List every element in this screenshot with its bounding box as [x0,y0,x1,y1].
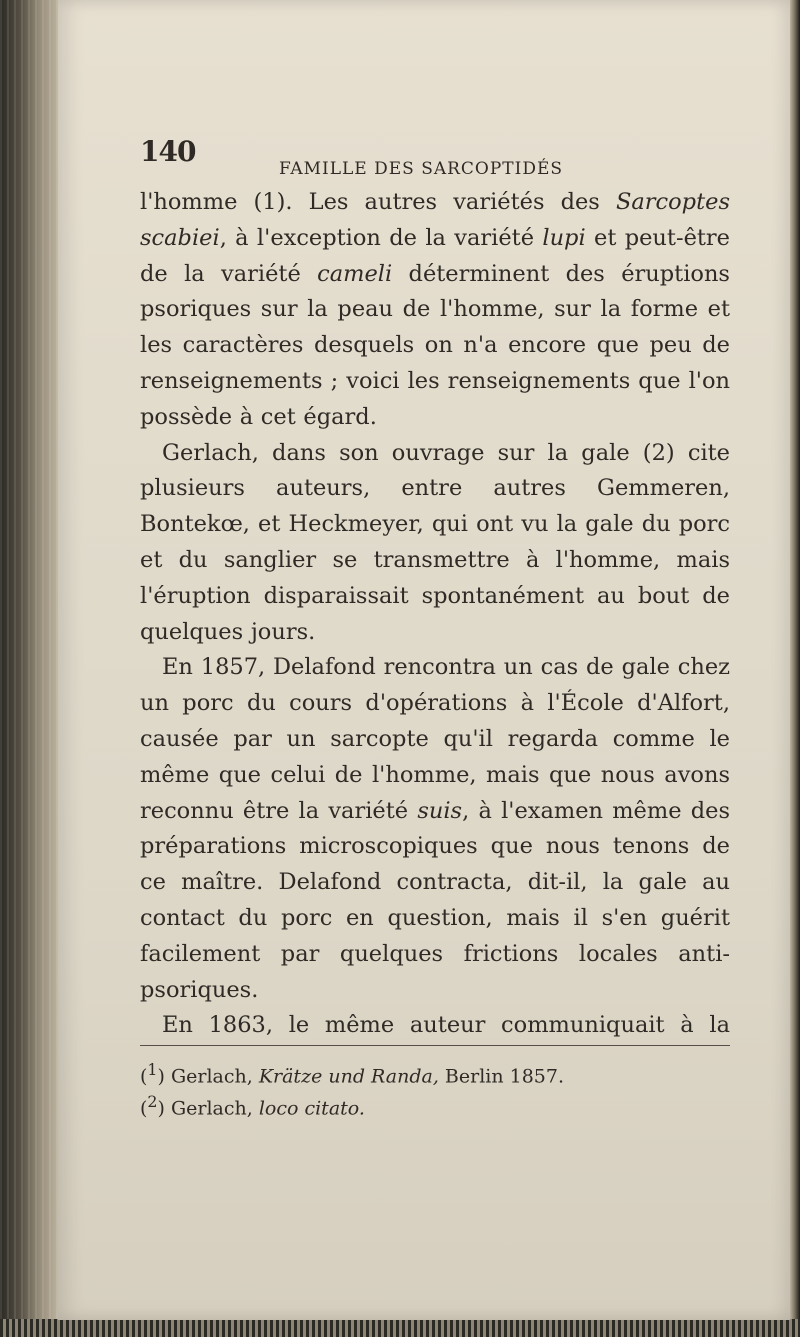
text-segment: En 1863, le même auteur communiquait à la [162,1012,730,1039]
footnote-marker: 1 [147,1060,158,1079]
paragraph-3 [140,650,730,1008]
footnote-title: Krätze und Randa, [258,1065,439,1088]
footnote-2: ($^2$) Gerlach, loco citato. [140,1092,365,1120]
footnotes [140,1057,730,1122]
footnote-marker: 2 [147,1092,158,1112]
footnote-author: Gerlach, [170,1097,259,1120]
page-bottom-edge [0,1319,800,1337]
footnote-author: Gerlach, [170,1065,259,1088]
footnote-divider [140,1045,730,1046]
page-header [140,135,730,185]
book-binding-edge [0,0,64,1337]
variety-name: cameli [317,260,393,287]
footnote-title: loco citato. [258,1097,365,1120]
footnote-rest: Berlin 1857. [438,1065,565,1088]
page-content [140,135,730,1044]
text-segment: En 1857, Delafond rencontra un cas de gale chez un porc du cours d'opérations à l'École d'Alfort, causée par un sarcopte qu'il regarda comme le même que celui de l'homme, mais que nous avons reconnu être la variété [140,654,730,824]
species-name: Sarcoptes scabiei [140,189,730,251]
paragraph-4 [140,1008,730,1044]
paragraph-1 [140,185,730,436]
text-segment: déterminent des éruptions psoriques sur la peau de l'homme, sur la forme et les caractères desquels on n'a encore que peu de renseignements ; voici les renseignements que l'on possède à cet égard. [140,260,730,430]
paragraph-2 [140,436,730,651]
text-segment: ). Les autres variétés des [276,189,616,215]
footnote-reference: 1 [262,189,277,215]
text-segment: , à l'exception de la variété [219,224,543,251]
page-number: 140 [140,135,196,168]
variety-name: lupi [542,224,586,251]
footnote-1: ($^1$) Gerlach, Krätze und Randa, Berlin 1857. [140,1060,565,1088]
text-segment: l'homme ( [140,189,263,215]
text-segment: , à l'examen même des préparations microscopiques que nous tenons de ce maître. Delafond contracta, dit-il, la gale au contact du porc en question, mais il s'en guérit facilement par quelques frictions locales anti-psoriques. [140,797,730,1003]
text-segment: Gerlach, dans son ouvrage sur la gale ( [162,439,652,466]
text-segment: ) cite plusieurs auteurs, entre autres Gemmeren, Bontekœ, et Heckmeyer, qui ont vu la gale du porc et du sanglier se transmettre à l'homme, mais l'éruption disparaissait spontanément au bout de quelques jours. [140,439,730,645]
footnote-reference: 2 [651,439,666,466]
text-segment: et peut-être de la variété [140,224,730,287]
running-title: FAMILLE DES SARCOPTIDÉS [279,159,564,179]
variety-name: suis [417,797,463,824]
